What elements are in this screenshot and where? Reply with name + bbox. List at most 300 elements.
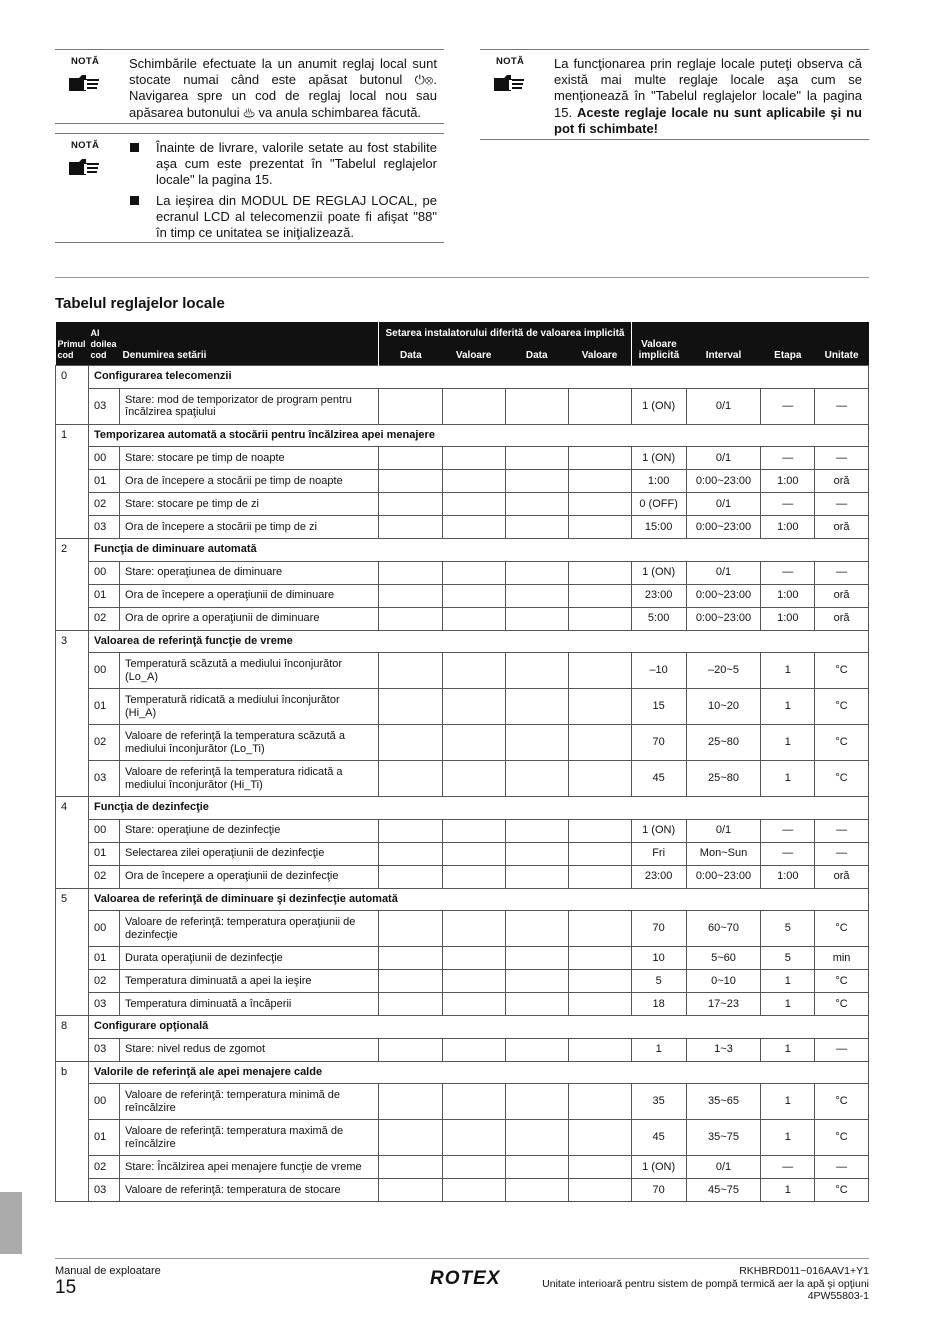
table-row xyxy=(56,653,869,689)
setting-name-cell: Stare: nivel redus de zgomot xyxy=(120,1038,379,1061)
installer-entry-cell xyxy=(379,1084,442,1120)
installer-entry-cell xyxy=(505,388,568,424)
unit-cell: °C xyxy=(815,761,869,797)
default-value-cell: Fri xyxy=(631,842,686,865)
setting-name-cell: Ora de începere a operaţiunii de diminuare xyxy=(120,584,379,607)
default-value-cell: 1 (ON) xyxy=(631,1156,686,1179)
range-cell: 35~75 xyxy=(686,1120,761,1156)
installer-entry-cell xyxy=(568,761,631,797)
installer-entry-cell xyxy=(379,819,442,842)
second-code-cell: 00 xyxy=(89,653,120,689)
group-title: Funcţia de dezinfecţie xyxy=(89,797,869,820)
installer-entry-cell xyxy=(442,865,505,888)
second-code-cell: 01 xyxy=(89,584,120,607)
note-label: NOTĂ xyxy=(71,140,100,151)
second-code-cell: 01 xyxy=(89,1120,120,1156)
step-cell: 1 xyxy=(761,1084,815,1120)
footer-model: RKHBRD011~016AAV1+Y1 xyxy=(739,1265,869,1277)
setting-name-cell: Stare: stocare pe timp de zi xyxy=(120,493,379,516)
range-cell: 60~70 xyxy=(686,911,761,947)
unit-cell: oră xyxy=(815,607,869,630)
step-cell: 1 xyxy=(761,725,815,761)
installer-entry-cell xyxy=(568,447,631,470)
group-title: Valoarea de referinţă funcţie de vreme xyxy=(89,630,869,653)
first-code-cell: 5 xyxy=(56,888,89,1016)
setting-name-cell: Stare: Încălzirea apei menajere funcţie de vreme xyxy=(120,1156,379,1179)
second-code-cell: 02 xyxy=(89,1156,120,1179)
table-row xyxy=(56,1038,869,1061)
table-row xyxy=(56,388,869,424)
installer-entry-cell xyxy=(568,1120,631,1156)
installer-entry-cell xyxy=(379,447,442,470)
range-cell: 0/1 xyxy=(686,388,761,424)
header-step: Etapa xyxy=(761,322,815,366)
note-3-text xyxy=(554,56,862,137)
installer-entry-cell xyxy=(568,725,631,761)
table-row xyxy=(56,725,869,761)
group-title: Configurarea telecomenzii xyxy=(89,366,869,389)
default-value-cell: –10 xyxy=(631,653,686,689)
default-value-cell: 23:00 xyxy=(631,584,686,607)
setting-name-cell: Temperatura diminuată a încăperii xyxy=(120,993,379,1016)
step-cell: — xyxy=(761,388,815,424)
installer-entry-cell xyxy=(568,1084,631,1120)
installer-entry-cell xyxy=(505,993,568,1016)
table-row xyxy=(56,1156,869,1179)
first-code-cell: 4 xyxy=(56,797,89,889)
installer-entry-cell xyxy=(505,970,568,993)
page-number: 15 xyxy=(55,1277,77,1298)
note-3-bold: Aceste reglaje locale nu sunt aplicabile şi nu pot fi schimbate! xyxy=(554,104,862,136)
installer-entry-cell xyxy=(442,1156,505,1179)
installer-entry-cell xyxy=(379,993,442,1016)
installer-entry-cell xyxy=(442,388,505,424)
step-cell: 1 xyxy=(761,1038,815,1061)
installer-entry-cell xyxy=(442,1120,505,1156)
range-cell: Mon~Sun xyxy=(686,842,761,865)
second-code-cell: 02 xyxy=(89,725,120,761)
group-row xyxy=(56,539,869,562)
installer-entry-cell xyxy=(505,819,568,842)
table-row xyxy=(56,447,869,470)
installer-entry-cell xyxy=(505,911,568,947)
unit-cell: oră xyxy=(815,470,869,493)
range-cell: 0~10 xyxy=(686,970,761,993)
setting-name-cell: Ora de începere a stocării pe timp de noapte xyxy=(120,470,379,493)
installer-entry-cell xyxy=(505,653,568,689)
table-row xyxy=(56,470,869,493)
installer-entry-cell xyxy=(442,653,505,689)
range-cell: 0:00~23:00 xyxy=(686,584,761,607)
installer-entry-cell xyxy=(442,911,505,947)
header-range: Interval xyxy=(686,322,761,366)
installer-entry-cell xyxy=(568,947,631,970)
header-setting-name: Denumirea setării xyxy=(120,322,379,366)
installer-entry-cell xyxy=(442,993,505,1016)
installer-entry-cell xyxy=(379,1179,442,1202)
step-cell: 1:00 xyxy=(761,584,815,607)
note-3-normal: La funcţionarea prin reglaje locale puteţi observa că există mai multe reglaje locale aşa cum se menţionează în "Tabelul reglajelor locale" la pagina 15. xyxy=(554,56,862,120)
installer-entry-cell xyxy=(379,470,442,493)
note-label: NOTĂ xyxy=(496,56,525,67)
default-value-cell: 70 xyxy=(631,725,686,761)
installer-entry-cell xyxy=(505,761,568,797)
step-cell: 1 xyxy=(761,993,815,1016)
setting-name-cell: Durata operaţiunii de dezinfecţie xyxy=(120,947,379,970)
default-value-cell: 15 xyxy=(631,689,686,725)
setting-name-cell: Stare: stocare pe timp de noapte xyxy=(120,447,379,470)
second-code-cell: 01 xyxy=(89,689,120,725)
installer-entry-cell xyxy=(379,947,442,970)
table-row xyxy=(56,516,869,539)
table-row xyxy=(56,819,869,842)
installer-entry-cell xyxy=(568,388,631,424)
installer-entry-cell xyxy=(379,1038,442,1061)
header-first-code: Primul cod xyxy=(56,322,89,366)
second-code-cell: 03 xyxy=(89,388,120,424)
note-3 xyxy=(480,49,869,140)
second-code-cell: 00 xyxy=(89,819,120,842)
step-cell: — xyxy=(761,819,815,842)
group-title: Configurare opţională xyxy=(89,1016,869,1039)
default-value-cell: 70 xyxy=(631,1179,686,1202)
setting-name-cell: Valoare de referinţă la temperatura scăzută a mediului înconjurător (Lo_Ti) xyxy=(120,725,379,761)
installer-entry-cell xyxy=(568,970,631,993)
installer-entry-cell xyxy=(568,516,631,539)
installer-entry-cell xyxy=(379,842,442,865)
default-value-cell: 1 xyxy=(631,1038,686,1061)
table-row xyxy=(56,993,869,1016)
installer-entry-cell xyxy=(442,761,505,797)
range-cell: 0/1 xyxy=(686,447,761,470)
installer-entry-cell xyxy=(505,725,568,761)
installer-entry-cell xyxy=(505,947,568,970)
second-code-cell: 02 xyxy=(89,607,120,630)
default-value-cell: 5:00 xyxy=(631,607,686,630)
installer-entry-cell xyxy=(568,689,631,725)
hand-pointer-icon xyxy=(67,156,103,183)
unit-cell: °C xyxy=(815,970,869,993)
unit-cell: — xyxy=(815,561,869,584)
table-row xyxy=(56,493,869,516)
unit-cell: °C xyxy=(815,1084,869,1120)
settings-table xyxy=(55,322,869,1202)
range-cell: 17~23 xyxy=(686,993,761,1016)
step-cell: — xyxy=(761,842,815,865)
unit-cell: — xyxy=(815,493,869,516)
group-title: Temporizarea automată a stocării pentru încălzirea apei menajere xyxy=(89,424,869,447)
hand-pointer-icon xyxy=(67,72,103,99)
table-row xyxy=(56,561,869,584)
header-second-code: Al doilea cod xyxy=(89,322,120,366)
second-code-cell: 02 xyxy=(89,865,120,888)
second-code-cell: 03 xyxy=(89,1179,120,1202)
range-cell: –20~5 xyxy=(686,653,761,689)
brand-logo: ROTEX xyxy=(430,1268,501,1289)
note-bullet xyxy=(129,193,437,242)
range-cell: 0:00~23:00 xyxy=(686,470,761,493)
setting-name-cell: Temperatura diminuată a apei la ieşire xyxy=(120,970,379,993)
bullet-square-icon xyxy=(130,196,139,205)
range-cell: 45~75 xyxy=(686,1179,761,1202)
unit-cell: °C xyxy=(815,911,869,947)
installer-entry-cell xyxy=(442,947,505,970)
installer-entry-cell xyxy=(379,865,442,888)
unit-cell: °C xyxy=(815,1179,869,1202)
unit-cell: °C xyxy=(815,993,869,1016)
installer-entry-cell xyxy=(505,561,568,584)
step-cell: 1:00 xyxy=(761,470,815,493)
installer-entry-cell xyxy=(568,1179,631,1202)
installer-entry-cell xyxy=(442,607,505,630)
second-code-cell: 01 xyxy=(89,470,120,493)
footer-manual: Manual de exploatare xyxy=(55,1265,161,1277)
unit-cell: — xyxy=(815,1038,869,1061)
installer-entry-cell xyxy=(379,607,442,630)
installer-entry-cell xyxy=(505,516,568,539)
step-cell: — xyxy=(761,1156,815,1179)
installer-entry-cell xyxy=(505,1156,568,1179)
group-title: Valoarea de referinţă de diminuare şi dezinfecţie automată xyxy=(89,888,869,911)
group-title: Valorile de referinţă ale apei menajere calde xyxy=(89,1061,869,1084)
range-cell: 0/1 xyxy=(686,1156,761,1179)
default-value-cell: 70 xyxy=(631,911,686,947)
group-title: Funcţia de diminuare automată xyxy=(89,539,869,562)
installer-entry-cell xyxy=(379,970,442,993)
unit-cell: °C xyxy=(815,653,869,689)
first-code-cell: 1 xyxy=(56,424,89,539)
step-cell: 1:00 xyxy=(761,607,815,630)
installer-entry-cell xyxy=(505,1038,568,1061)
range-cell: 1~3 xyxy=(686,1038,761,1061)
second-code-cell: 03 xyxy=(89,993,120,1016)
step-cell: 5 xyxy=(761,947,815,970)
installer-entry-cell xyxy=(442,561,505,584)
note-1 xyxy=(55,49,444,124)
section-title: Tabelul reglajelor locale xyxy=(55,295,225,312)
installer-entry-cell xyxy=(379,388,442,424)
setting-name-cell: Temperatură ridicată a mediului înconjurător (Hi_A) xyxy=(120,689,379,725)
first-code-cell: 8 xyxy=(56,1016,89,1062)
range-cell: 25~80 xyxy=(686,725,761,761)
range-cell: 0/1 xyxy=(686,561,761,584)
range-cell: 0:00~23:00 xyxy=(686,516,761,539)
installer-entry-cell xyxy=(505,470,568,493)
default-value-cell: 10 xyxy=(631,947,686,970)
first-code-cell: 0 xyxy=(56,366,89,425)
installer-entry-cell xyxy=(442,447,505,470)
note-2 xyxy=(55,133,444,243)
default-value-cell: 18 xyxy=(631,993,686,1016)
second-code-cell: 02 xyxy=(89,970,120,993)
installer-entry-cell xyxy=(442,470,505,493)
default-value-cell: 45 xyxy=(631,761,686,797)
hand-pointer-icon xyxy=(492,72,528,99)
installer-entry-cell xyxy=(505,607,568,630)
step-cell: 1 xyxy=(761,1120,815,1156)
default-value-cell: 1 (ON) xyxy=(631,819,686,842)
group-row xyxy=(56,888,869,911)
group-row xyxy=(56,1016,869,1039)
unit-cell: oră xyxy=(815,516,869,539)
second-code-cell: 00 xyxy=(89,1084,120,1120)
step-cell: 1 xyxy=(761,970,815,993)
default-value-cell: 1:00 xyxy=(631,470,686,493)
table-header-row xyxy=(56,322,869,348)
range-cell: 0/1 xyxy=(686,819,761,842)
range-cell: 0:00~23:00 xyxy=(686,607,761,630)
footer-description: Unitate interioară pentru sistem de pompă termică aer la apă şi opţiuni xyxy=(542,1277,869,1290)
setting-name-cell: Selectarea zilei operaţiunii de dezinfecţie xyxy=(120,842,379,865)
installer-entry-cell xyxy=(568,470,631,493)
footer-doc-code: 4PW55803-1 xyxy=(807,1290,869,1302)
installer-entry-cell xyxy=(568,865,631,888)
installer-entry-cell xyxy=(568,653,631,689)
note-bullet xyxy=(129,140,437,189)
bullet-square-icon xyxy=(130,143,139,152)
range-cell: 5~60 xyxy=(686,947,761,970)
range-cell: 0:00~23:00 xyxy=(686,865,761,888)
step-cell: — xyxy=(761,493,815,516)
header-default-value: Valoare implicită xyxy=(631,322,686,366)
installer-entry-cell xyxy=(505,584,568,607)
footer-right xyxy=(542,1265,869,1303)
second-code-cell: 03 xyxy=(89,761,120,797)
unit-cell: °C xyxy=(815,689,869,725)
default-value-cell: 0 (OFF) xyxy=(631,493,686,516)
setting-name-cell: Valoare de referinţă la temperatura ridicată a mediului înconjurător (Hi_Ti) xyxy=(120,761,379,797)
installer-entry-cell xyxy=(568,1038,631,1061)
installer-entry-cell xyxy=(568,993,631,1016)
installer-entry-cell xyxy=(379,561,442,584)
table-row xyxy=(56,970,869,993)
group-row xyxy=(56,1061,869,1084)
unit-cell: — xyxy=(815,819,869,842)
group-row xyxy=(56,424,869,447)
step-cell: 1 xyxy=(761,761,815,797)
note-label: NOTĂ xyxy=(71,56,100,67)
installer-entry-cell xyxy=(505,842,568,865)
setting-name-cell: Ora de începere a operaţiunii de dezinfecţie xyxy=(120,865,379,888)
setting-name-cell: Valoare de referinţă: temperatura maximă de reîncălzire xyxy=(120,1120,379,1156)
setting-name-cell: Ora de începere a stocării pe timp de zi xyxy=(120,516,379,539)
unit-cell: — xyxy=(815,447,869,470)
first-code-cell: 3 xyxy=(56,630,89,797)
step-cell: 1 xyxy=(761,689,815,725)
header-value: Valoare xyxy=(568,348,631,366)
installer-entry-cell xyxy=(442,970,505,993)
default-value-cell: 35 xyxy=(631,1084,686,1120)
side-tab xyxy=(0,1192,22,1254)
second-code-cell: 03 xyxy=(89,1038,120,1061)
table-row xyxy=(56,761,869,797)
installer-entry-cell xyxy=(568,911,631,947)
installer-entry-cell xyxy=(568,819,631,842)
installer-entry-cell xyxy=(505,493,568,516)
installer-entry-cell xyxy=(568,1156,631,1179)
installer-entry-cell xyxy=(379,1156,442,1179)
second-code-cell: 01 xyxy=(89,947,120,970)
range-cell: 25~80 xyxy=(686,761,761,797)
unit-cell: °C xyxy=(815,725,869,761)
step-cell: 5 xyxy=(761,911,815,947)
step-cell: — xyxy=(761,447,815,470)
unit-cell: oră xyxy=(815,865,869,888)
unit-cell: min xyxy=(815,947,869,970)
installer-entry-cell xyxy=(379,653,442,689)
installer-entry-cell xyxy=(568,584,631,607)
header-date: Data xyxy=(505,348,568,366)
step-cell: — xyxy=(761,561,815,584)
setting-name-cell: Valoare de referinţă: temperatura operaţiunii de dezinfecţie xyxy=(120,911,379,947)
unit-cell: oră xyxy=(815,584,869,607)
table-row xyxy=(56,842,869,865)
second-code-cell: 01 xyxy=(89,842,120,865)
table-row xyxy=(56,947,869,970)
installer-entry-cell xyxy=(505,1120,568,1156)
second-code-cell: 02 xyxy=(89,493,120,516)
installer-entry-cell xyxy=(442,842,505,865)
step-cell: 1:00 xyxy=(761,516,815,539)
installer-entry-cell xyxy=(505,689,568,725)
header-installer-group: Setarea instalatorului diferită de valoarea implicită xyxy=(379,322,631,348)
installer-entry-cell xyxy=(379,584,442,607)
table-row xyxy=(56,1084,869,1120)
second-code-cell: 00 xyxy=(89,447,120,470)
installer-entry-cell xyxy=(568,607,631,630)
table-row xyxy=(56,1179,869,1202)
unit-cell: — xyxy=(815,842,869,865)
installer-entry-cell xyxy=(568,493,631,516)
default-value-cell: 45 xyxy=(631,1120,686,1156)
installer-entry-cell xyxy=(442,493,505,516)
header-value: Valoare xyxy=(442,348,505,366)
default-value-cell: 5 xyxy=(631,970,686,993)
setting-name-cell: Valoare de referinţă: temperatura minimă de reîncălzire xyxy=(120,1084,379,1120)
unit-cell: — xyxy=(815,388,869,424)
installer-entry-cell xyxy=(568,842,631,865)
installer-entry-cell xyxy=(442,1084,505,1120)
installer-entry-cell xyxy=(442,725,505,761)
default-value-cell: 1 (ON) xyxy=(631,447,686,470)
note-1-text: Schimbările efectuate la un anumit reglaj local sunt stocate numai când este apăsat butonul ⏻⊗. Navigarea spre un cod de reglaj local nou sau apăsarea butonului ♨ va anula schimbarea făcută. xyxy=(129,56,437,120)
group-row xyxy=(56,797,869,820)
step-cell: 1 xyxy=(761,653,815,689)
installer-entry-cell xyxy=(505,1084,568,1120)
installer-entry-cell xyxy=(379,1120,442,1156)
first-code-cell: b xyxy=(56,1061,89,1202)
installer-entry-cell xyxy=(442,516,505,539)
default-value-cell: 15:00 xyxy=(631,516,686,539)
setting-name-cell: Stare: operaţiune de dezinfecţie xyxy=(120,819,379,842)
setting-name-cell: Temperatură scăzută a mediului înconjurător (Lo_A) xyxy=(120,653,379,689)
range-cell: 10~20 xyxy=(686,689,761,725)
installer-entry-cell xyxy=(505,1179,568,1202)
installer-entry-cell xyxy=(505,865,568,888)
setting-name-cell: Stare: operaţiunea de diminuare xyxy=(120,561,379,584)
installer-entry-cell xyxy=(379,493,442,516)
installer-entry-cell xyxy=(379,516,442,539)
table-row xyxy=(56,689,869,725)
table-row xyxy=(56,607,869,630)
default-value-cell: 1 (ON) xyxy=(631,561,686,584)
table-row xyxy=(56,1120,869,1156)
note-2-text xyxy=(129,140,437,245)
step-cell: 1 xyxy=(761,1179,815,1202)
installer-entry-cell xyxy=(379,911,442,947)
second-code-cell: 00 xyxy=(89,911,120,947)
installer-entry-cell xyxy=(442,1038,505,1061)
